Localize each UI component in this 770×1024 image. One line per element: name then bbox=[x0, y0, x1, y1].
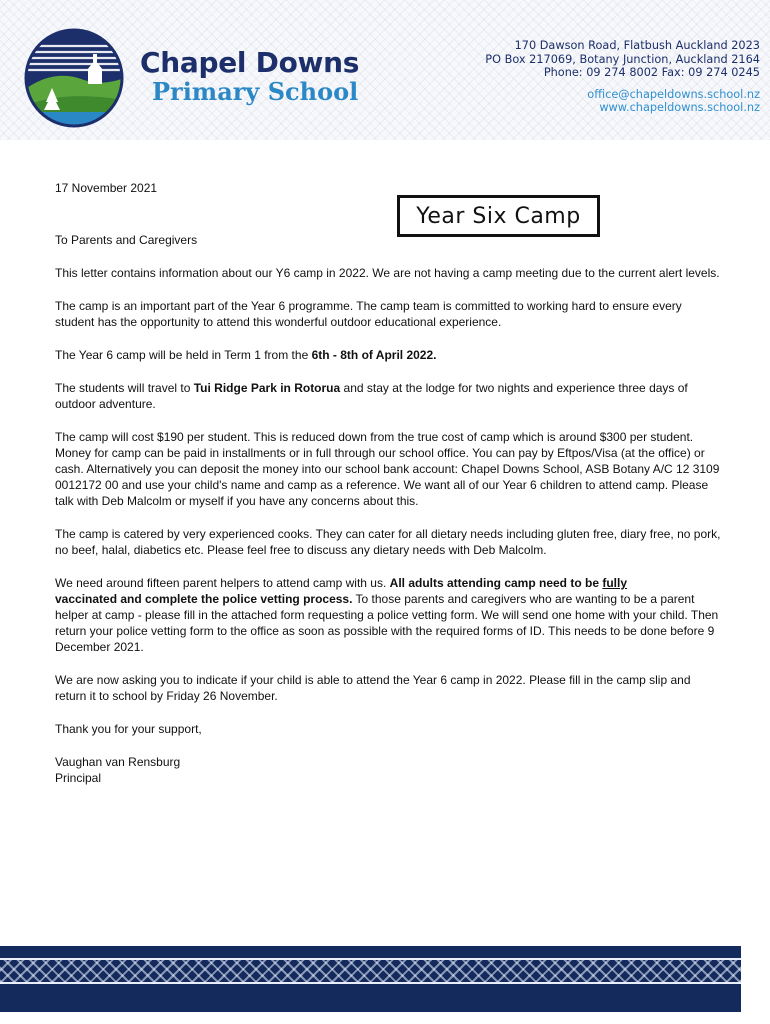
paragraph-location: The students will travel to Tui Ridge Park in Rotorua and stay at the lodge for two nights and experience three days of outdoor adventure. bbox=[55, 381, 688, 411]
paragraph-programme: The camp is an important part of the Year 6 programme. The camp team is committed to working hard to ensure every student has the opportunity to attend this wonderful outdoor educational experience. bbox=[55, 299, 682, 329]
paragraph-dates: The Year 6 camp will be held in Term 1 from the 6th - 8th of April 2022. bbox=[55, 348, 437, 362]
camp-dates: 6th - 8th of April 2022. bbox=[311, 348, 437, 362]
closing: Thank you for your support, bbox=[55, 722, 202, 736]
signature-name: Vaughan van Rensburg bbox=[55, 755, 181, 769]
paragraph-catering: The camp is catered by very experienced cooks. They can cater for all dietary needs including gluten free, diary free, no pork, no beef, halal, diabetics etc. Please feel free to discuss any dietary needs with Deb Malcolm. bbox=[55, 527, 721, 557]
letter-date: 17 November 2021 bbox=[55, 181, 158, 195]
school-logo-icon bbox=[24, 28, 124, 128]
paragraph-cost: The camp will cost $190 per student. This is reduced down from the true cost of camp which is around $300 per student. Money for camp can be paid in installments or in full through our school office. You can pay by Eftpos/Visa (at the office) or cash. Alternatively you can deposit the money into our school bank account: Chapel Downs School, ASB Botany A/C 12 3109 0012172 00 and use your child's name and camp as a reference. We want all of our Year 6 children to attend camp. Please talk with Deb Malcolm or myself if you have any concerns about this. bbox=[55, 430, 720, 508]
footer-pattern bbox=[0, 958, 741, 984]
paragraph-intro: This letter contains information about our Y6 camp in 2022. We are not having a camp meeting due to the current alert levels. bbox=[55, 266, 720, 280]
contact-block bbox=[485, 39, 760, 115]
signature-title: Principal bbox=[55, 771, 102, 785]
school-name: Chapel Downs bbox=[140, 46, 360, 79]
footer-bar bbox=[0, 946, 741, 1012]
address-line-1: 170 Dawson Road, Flatbush Auckland 2023 bbox=[514, 39, 760, 52]
vaccination-requirement: All adults attending camp need to be fully vaccinated and complete the police vetting process. bbox=[55, 576, 628, 606]
email-link[interactable]: office@chapeldowns.school.nz bbox=[587, 87, 760, 101]
letterhead bbox=[0, 0, 770, 140]
salutation: To Parents and Caregivers bbox=[55, 233, 198, 247]
paragraph-camp-slip: We are now asking you to indicate if your child is able to attend the Year 6 camp in 2022. Please fill in the camp slip and return it to school by Friday 26 November. bbox=[55, 673, 691, 703]
camp-location: Tui Ridge Park in Rotorua bbox=[193, 381, 341, 395]
address-line-2: PO Box 217069, Botany Junction, Auckland 2164 bbox=[485, 52, 760, 66]
paragraph-helpers: We need around fifteen parent helpers to attend camp with us. All adults attending camp need to be fully vaccinated and complete the police vetting process. To those parents and caregivers who are wanting to be a parent helper at camp - please fill in the attached form requesting a police vetting form. We will send one home with your child. Then return your police vetting form to the office as soon as possible with the required forms of ID. This needs to be done before 9 December 2021. bbox=[55, 576, 719, 654]
website-link[interactable]: www.chapeldowns.school.nz bbox=[599, 101, 760, 114]
title-box: Year Six Camp bbox=[397, 195, 600, 237]
letter-body bbox=[55, 232, 721, 803]
school-subtitle: Primary School bbox=[152, 77, 359, 106]
signature bbox=[55, 754, 721, 786]
phone-line: Phone: 09 274 8002 Fax: 09 274 0245 bbox=[543, 66, 760, 79]
